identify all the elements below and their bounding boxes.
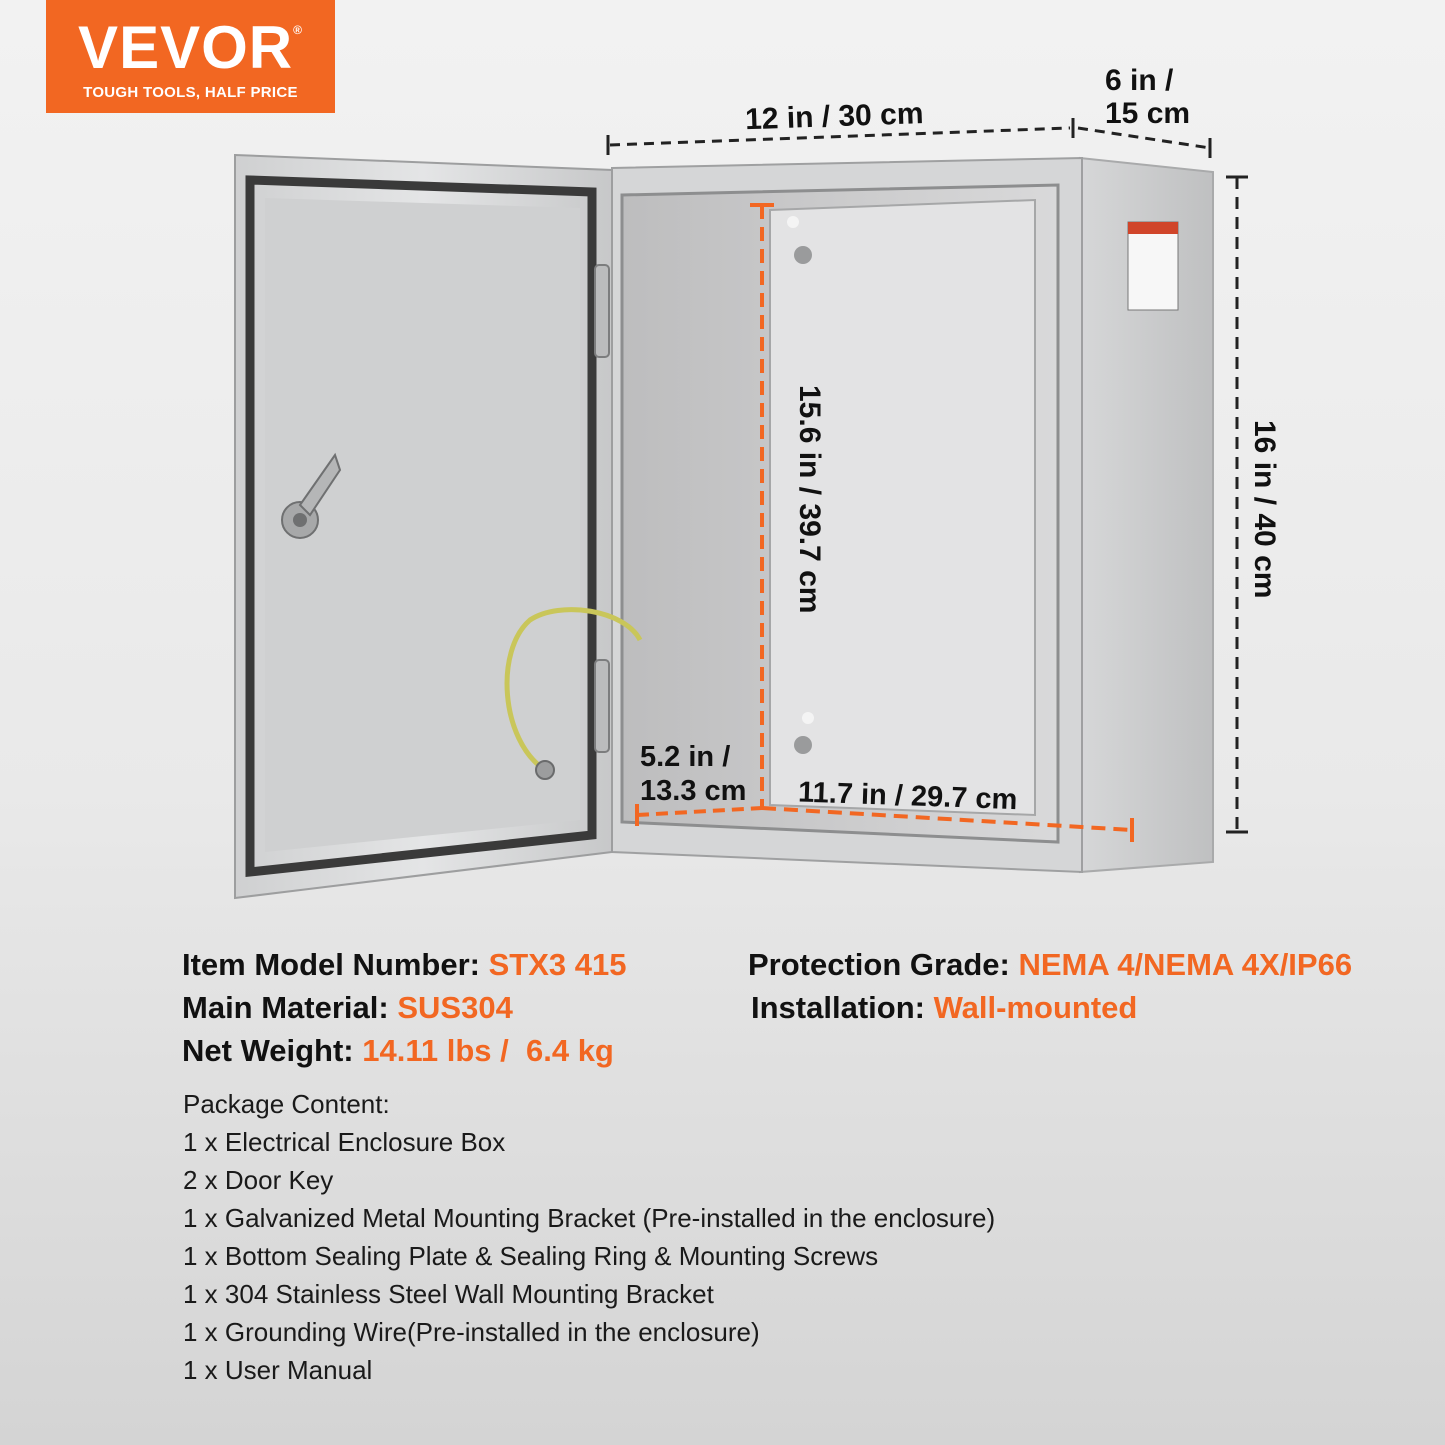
sticker-header	[1128, 222, 1178, 234]
ground-terminal	[536, 761, 554, 779]
mounting-screw-top	[794, 246, 812, 264]
spec-protection-label: Protection Grade:	[748, 947, 1010, 982]
spec-installation	[751, 990, 1137, 1026]
mounting-hole-left-bottom	[802, 712, 814, 724]
hinge-top	[595, 265, 609, 357]
package-content-title: Package Content:	[183, 1089, 390, 1119]
package-item: 1 x User Manual	[183, 1355, 373, 1385]
depth-dimension-label-line2: 15 cm	[1105, 97, 1191, 130]
logo-brand: VEVOR	[78, 14, 294, 81]
mounting-hole-left-top	[787, 216, 799, 228]
spec-weight	[182, 1033, 614, 1069]
spec-material	[182, 990, 513, 1026]
depth-dimension-line	[1078, 128, 1210, 148]
inner-width-dimension-label: 11.7 in / 29.7 cm	[797, 776, 1018, 817]
hinge-bottom	[595, 660, 609, 752]
inner-depth-label-line2: 13.3 cm	[640, 775, 747, 807]
logo-trademark: ®	[293, 23, 303, 37]
spec-model	[182, 947, 626, 983]
spec-model-label: Item Model Number:	[182, 947, 480, 982]
spec-installation-value: Wall-mounted	[933, 990, 1138, 1025]
package-item: 1 x Electrical Enclosure Box	[183, 1127, 506, 1157]
spec-protection	[748, 947, 1352, 983]
mounting-screw-bottom	[794, 736, 812, 754]
spec-installation-label: Installation:	[751, 990, 925, 1025]
package-item: 1 x 304 Stainless Steel Wall Mounting Bracket	[183, 1279, 714, 1309]
width-dimension-label: 12 in / 30 cm	[744, 97, 925, 137]
spec-material-label: Main Material:	[182, 990, 389, 1025]
spec-weight-label: Net Weight:	[182, 1033, 354, 1068]
height-dimension-label: 16 in / 40 cm	[1248, 420, 1281, 599]
package-item: 2 x Door Key	[183, 1165, 334, 1195]
package-content-list	[183, 1085, 995, 1389]
inner-height-dimension-label: 15.6 in / 39.7 cm	[793, 385, 826, 614]
depth-dimension-label-line1: 6 in /	[1105, 64, 1174, 97]
package-item: 1 x Bottom Sealing Plate & Sealing Ring & Mounting Screws	[183, 1241, 879, 1271]
spec-model-value: STX3 415	[488, 947, 627, 982]
spec-protection-value: NEMA 4/NEMA 4X/IP66	[1018, 947, 1353, 982]
product-label-sticker	[1128, 222, 1178, 310]
package-item: 1 x Grounding Wire(Pre-installed in the enclosure)	[183, 1317, 760, 1347]
spec-weight-value: 14.11 lbs / 6.4 kg	[362, 1033, 614, 1068]
package-item: 1 x Galvanized Metal Mounting Bracket (Pre-installed in the enclosure)	[183, 1203, 996, 1233]
spec-material-value: SUS304	[397, 990, 513, 1025]
inner-depth-label-line1: 5.2 in /	[640, 741, 731, 773]
logo-tagline: TOUGH TOOLS, HALF PRICE	[83, 84, 298, 101]
